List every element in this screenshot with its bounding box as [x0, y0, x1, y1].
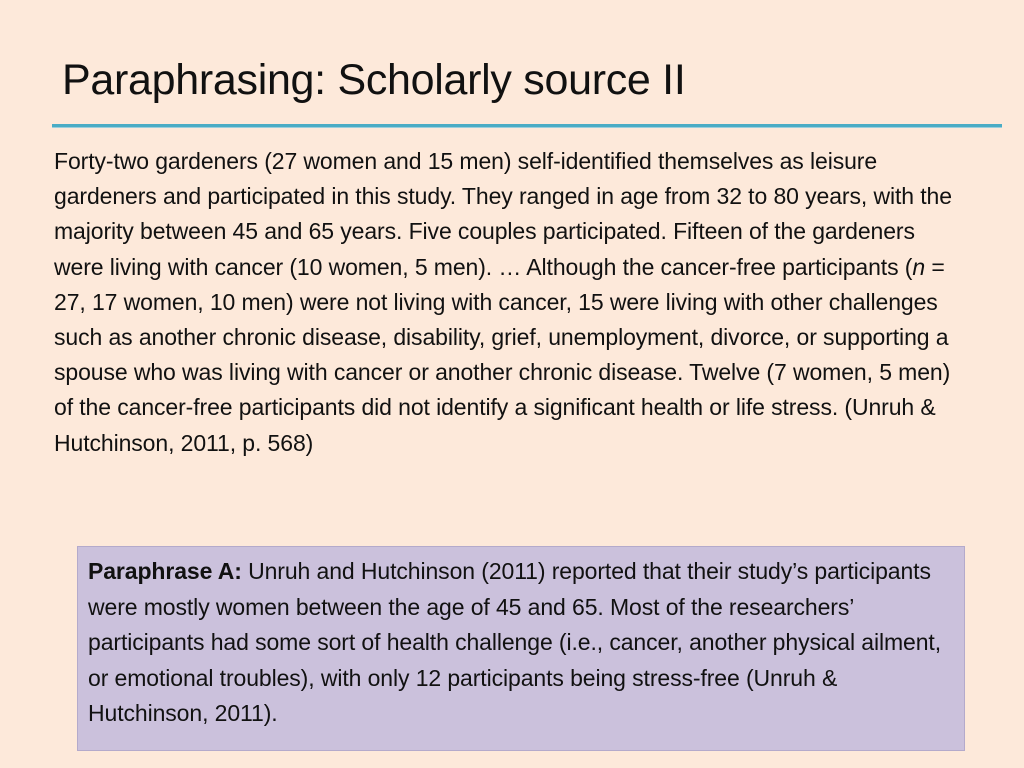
source-quote [54, 144, 959, 461]
slide-title: Paraphrasing: Scholarly source II [62, 56, 686, 104]
paraphrase-paragraph [88, 554, 956, 732]
source-quote-text-end: = 27, 17 women, 10 men) were not living with cancer, 15 were living with other challenges such as another chronic disease, disability, grief, unemployment, divorce, or supporting a spouse who was living with cancer or another chronic disease. Twelve (7 women, 5 men) of the cancer-free participants did not identify a significant health or life stress. (Unruh & Hutchinson, 2011, p. 568) [54, 253, 951, 456]
source-quote-text-start: Forty-two gardeners (27 women and 15 men) self-identified themselves as leisure gardeners and participated in this study. They ranged in age from 32 to 80 years, with the majority between 45 and 65 years. Five couples participated. Fifteen of the gardeners were living with cancer (10 women, 5 men). … Although the cancer-free participants ( [54, 148, 952, 280]
paraphrase-text: Unruh and Hutchinson (2011) reported that their study’s participants were mostly women between the age of 45 and 65. Most of the researchers’ participants had some sort of health challenge (i.e., cancer, another physical ailment, or emotional troubles), with only 12 participants being stress-free (Unruh & Hutchinson, 2011). [88, 558, 942, 726]
paraphrase-label: Paraphrase A: [88, 558, 242, 584]
title-divider [52, 124, 1002, 128]
paraphrase-box [77, 546, 965, 751]
source-quote-italic-n: n [912, 253, 926, 280]
